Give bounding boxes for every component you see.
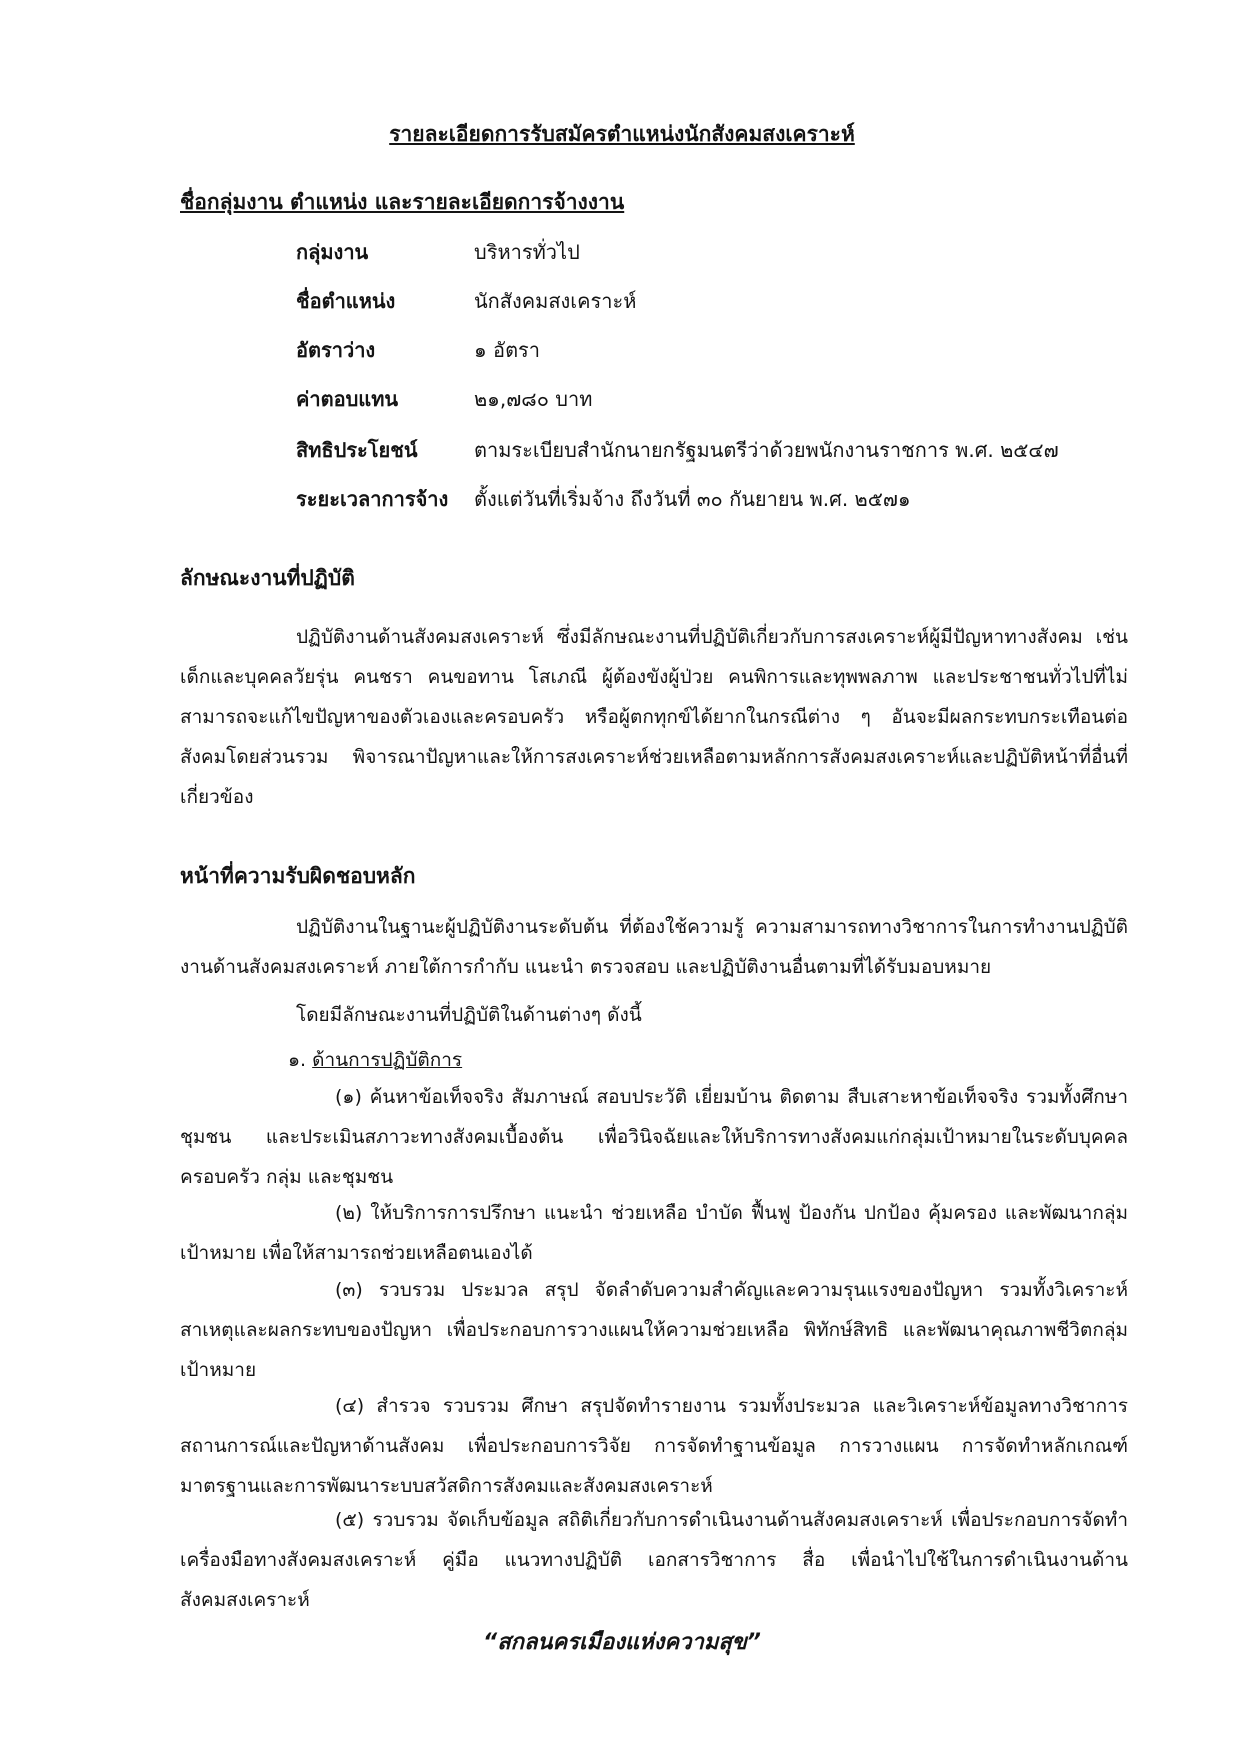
duty-item-1: (๑) ค้นหาข้อเท็จจริง สัมภาษณ์ สอบประวัติ เยี่ยมบ้าน ติดตาม สืบเสาะหาข้อเท็จจริง รวมทั้งศึกษาชุมชน และประเมินสภาวะทางสังคมเบื้องต้น เพื่อวินิจฉัยและให้บริการทางสังคมแก่กลุ่มเป้าหมายในระดับบุคคล ครอบครัว กลุ่ม และชุมชน	[180, 1086, 1128, 1188]
section-title: ด้านการปฏิบัติการ	[312, 1049, 463, 1071]
info-label: สิทธิประโยชน์	[296, 438, 418, 462]
page-title: รายละเอียดการรับสมัครตำแหน่งนักสังคมสงเคราะห์	[389, 122, 855, 146]
info-value: บริหารทั่วไป	[474, 240, 580, 264]
duties-intro-paragraph: ปฏิบัติงานในฐานะผู้ปฏิบัติงานระดับต้น ที่ต้องใช้ความรู้ ความสามารถทางวิชาการในการทำงานปฏิบัติงานด้านสังคมสงเคราะห์ ภายใต้การกำกับ แนะนำ ตรวจสอบ และปฏิบัติงานอื่นตามที่ได้รับมอบหมาย	[180, 916, 1128, 978]
info-row-salary	[296, 383, 592, 415]
info-label: ชื่อตำแหน่ง	[296, 289, 396, 313]
duty-item-4: (๔) สำรวจ รวบรวม ศึกษา สรุปจัดทำรายงาน รวมทั้งประมวล และวิเคราะห์ข้อมูลทางวิชาการ สถานการณ์และปัญหาด้านสังคม เพื่อประกอบการวิจัย การจัดทำฐานข้อมูล การวางแผน การจัดทำหลักเกณฑ์มาตรฐานและการพัฒนาระบบสวัสดิการสังคมและสังคมสงเคราะห์	[180, 1395, 1128, 1497]
info-label: กลุ่มงาน	[296, 240, 369, 264]
info-value: ตามระเบียบสำนักนายกรัฐมนตรีว่าด้วยพนักงานราชการ พ.ศ. ๒๕๔๗	[474, 438, 1059, 462]
duty-item-5: (๕) รวบรวม จัดเก็บข้อมูล สถิติเกี่ยวกับการดำเนินงานด้านสังคมสงเคราะห์ เพื่อประกอบการจัดทำเครื่องมือทางสังคมสงเคราะห์ คู่มือ แนวทางปฏิบัติ เอกสารวิชาการ สื่อ เพื่อนำไปใช้ในการดำเนินงานด้านสังคมสงเคราะห์	[180, 1509, 1128, 1611]
duties-heading: หน้าที่ความรับผิดชอบหลัก	[180, 864, 416, 888]
job-section-heading: ชื่อกลุ่มงาน ตำแหน่ง และรายละเอียดการจ้างงาน	[180, 190, 625, 214]
info-value: ตั้งแต่วันที่เริ่มจ้าง ถึงวันที่ ๓๐ กันยายน พ.ศ. ๒๕๗๑	[474, 487, 911, 511]
info-label: ระยะเวลาการจ้าง	[296, 487, 449, 511]
info-row-benefits	[296, 434, 1059, 466]
duty-item-2: (๒) ให้บริการการปรึกษา แนะนำ ช่วยเหลือ บำบัด ฟื้นฟู ป้องกัน ปกป้อง คุ้มครอง และพัฒนากลุ่มเป้าหมาย เพื่อให้สามารถช่วยเหลือตนเองได้	[180, 1202, 1128, 1264]
duty-item-3: (๓) รวบรวม ประมวล สรุป จัดลำดับความสำคัญและความรุนแรงของปัญหา รวมทั้งวิเคราะห์สาเหตุและผลกระทบของปัญหา เพื่อประกอบการวางแผนให้ความช่วยเหลือ พิทักษ์สิทธิ และพัฒนาคุณภาพชีวิตกลุ่มเป้าหมาย	[180, 1279, 1128, 1381]
section-heading-operations	[288, 1045, 462, 1075]
footer-slogan: “สกลนครเมืองแห่งความสุข”	[483, 1630, 761, 1655]
info-value: นักสังคมสงเคราะห์	[474, 289, 637, 313]
info-value: ๒๑,๗๘๐ บาท	[474, 387, 593, 411]
info-row-vacancy	[296, 334, 540, 366]
info-row-group	[296, 236, 580, 268]
work-nature-paragraph: ปฏิบัติงานด้านสังคมสงเคราะห์ ซึ่งมีลักษณะงานที่ปฏิบัติเกี่ยวกับการสงเคราะห์ผู้มีปัญหาทางสังคม เช่น เด็กและบุคคลวัยรุ่น คนชรา คนขอทาน โสเภณี ผู้ต้องขังผู้ป่วย คนพิการและทุพพลภาพ และประชาชนทั่วไปที่ไม่สามารถจะแก้ไขปัญหาของตัวเองและครอบครัว หรือผู้ตกทุกข์ได้ยากในกรณีต่าง ๆ อันจะมีผลกระทบกระเทือนต่อสังคมโดยส่วนรวม พิจารณาปัญหาและให้การสงเคราะห์ช่วยเหลือตามหลักการสังคมสงเคราะห์และปฏิบัติหน้าที่อื่นที่เกี่ยวข้อง	[180, 626, 1128, 808]
info-label: ค่าตอบแทน	[296, 387, 399, 411]
section-number: ๑.	[288, 1049, 307, 1071]
work-nature-heading: ลักษณะงานที่ปฏิบัติ	[180, 566, 355, 590]
info-row-duration	[296, 483, 911, 515]
info-row-position	[296, 285, 636, 317]
info-label: อัตราว่าง	[296, 338, 376, 362]
duties-intro-line: โดยมีลักษณะงานที่ปฏิบัติในด้านต่างๆ ดังนี้	[296, 1004, 642, 1026]
info-value: ๑ อัตรา	[474, 338, 541, 362]
